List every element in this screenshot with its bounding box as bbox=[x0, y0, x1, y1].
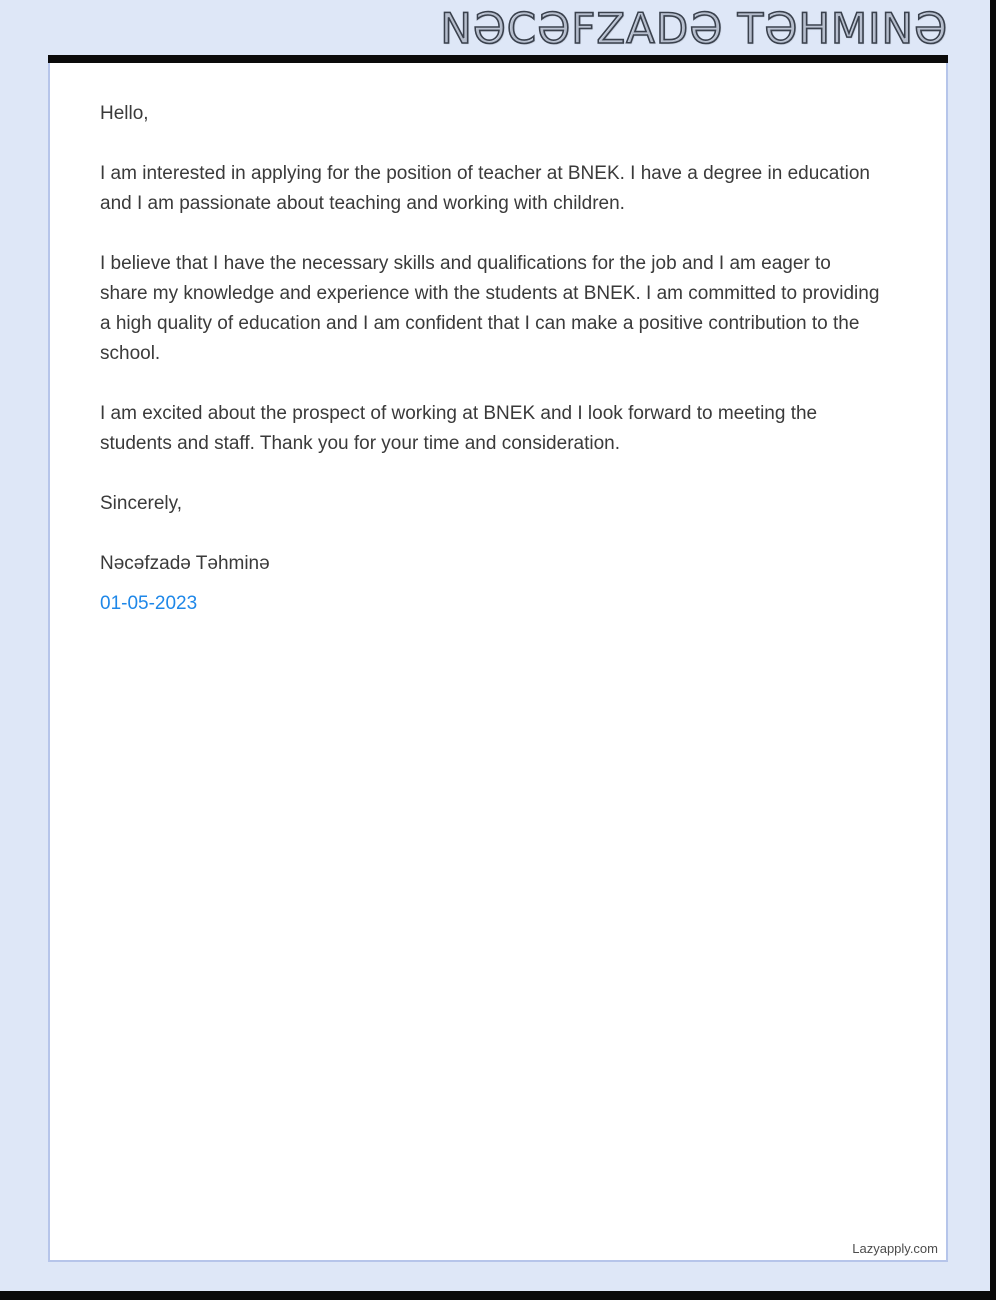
letter-paragraph: I am excited about the prospect of working at BNEK and I look forward to meeting the students and staff. Thank you for your time and consideration. bbox=[100, 403, 818, 454]
header-divider-rule bbox=[48, 55, 948, 63]
header-author-name: NƏCƏFZADƏ TƏHMINƏ bbox=[440, 4, 948, 53]
letter-paragraph: I am interested in applying for the position of teacher at BNEK. I have a degree in education and I am passionate about teaching and working with children. bbox=[100, 163, 870, 214]
letter-paragraph: I believe that I have the necessary skills and qualifications for the job and I am eager to share my knowledge and experience with the students at BNEK. I am committed to providing a high quality of education and I am confident that I can make a positive contribution to the school. bbox=[100, 253, 880, 364]
letter-page bbox=[48, 63, 948, 1262]
letter-header bbox=[48, 0, 948, 55]
letter-greeting: Hello, bbox=[100, 103, 149, 124]
letter-date: 01-05-2023 bbox=[100, 593, 198, 614]
signature-name: Nəcəfzadə Təhminə bbox=[100, 553, 270, 574]
letter-closing: Sincerely, bbox=[100, 493, 183, 514]
letter-body bbox=[50, 63, 946, 619]
letter-page-wrapper bbox=[48, 0, 948, 1262]
footer-brand: Lazyapply.com bbox=[852, 1241, 938, 1256]
date-line bbox=[100, 589, 882, 619]
